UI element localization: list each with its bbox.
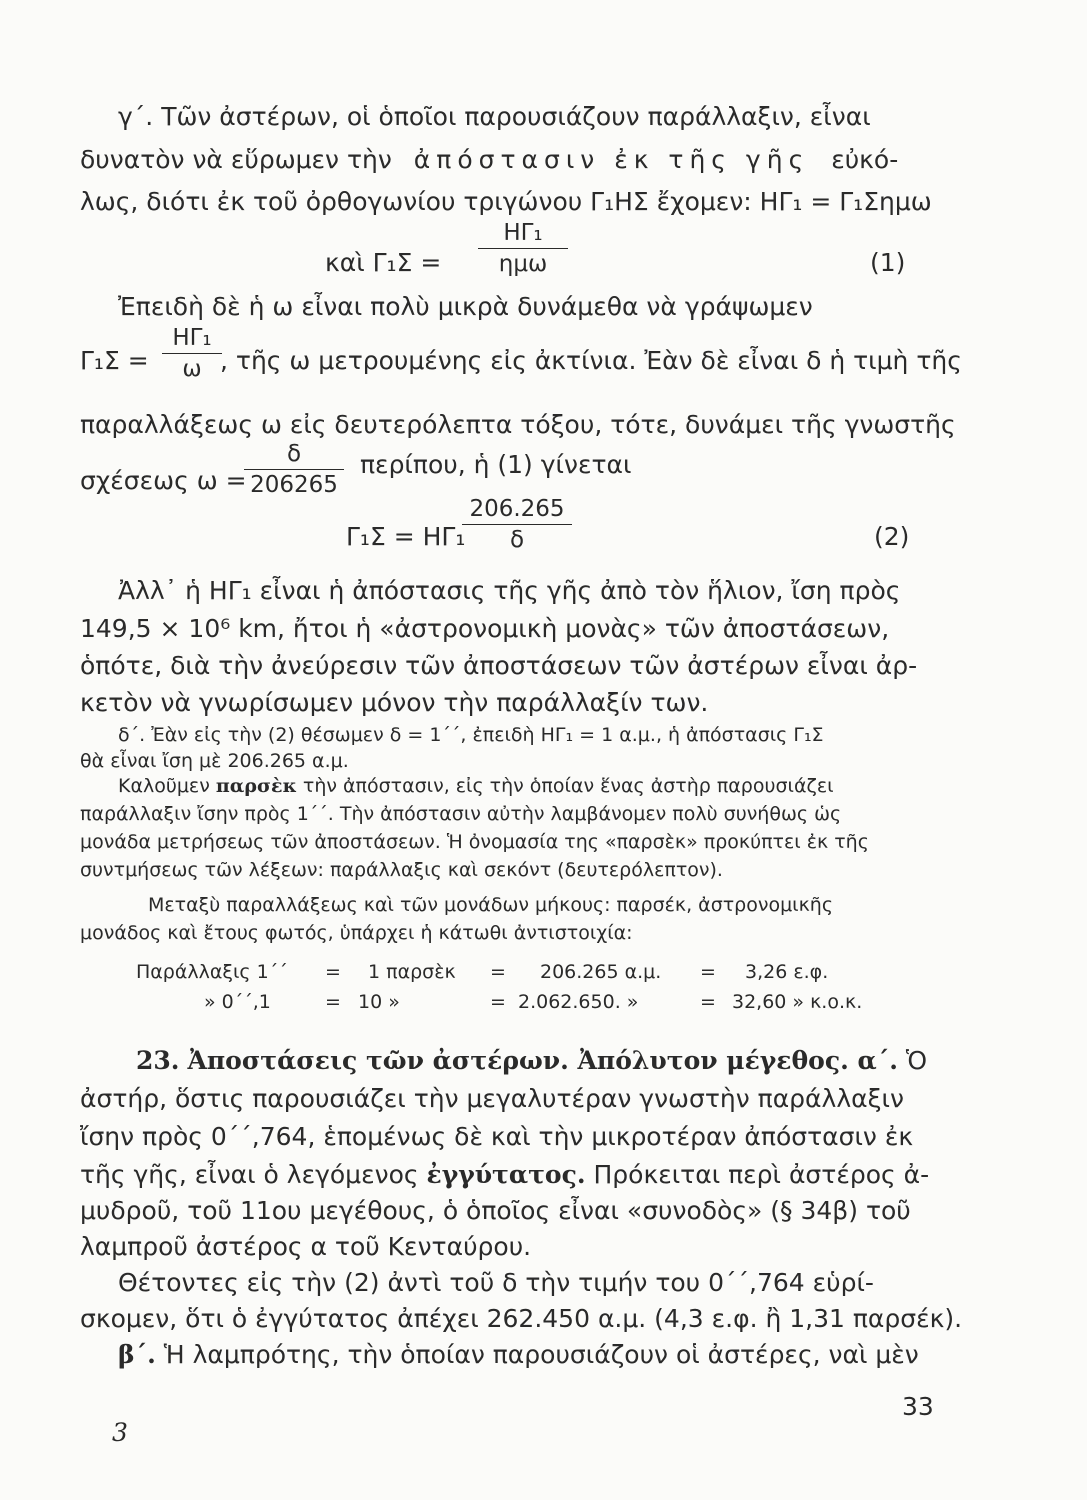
- section-number: 23.: [136, 1046, 180, 1075]
- text-line: λως, διότι ἐκ τοῦ ὀρθογωνίου τριγώνου Γ₁ΗΣ ἔχομεν: ΗΓ₁ = Γ₁Σημω: [80, 187, 932, 216]
- text-line: τῆς γῆς, εἶναι ὁ λεγόμενος ἐγγύτατος. Πρόκειται περὶ ἀστέρος ἀ-: [80, 1160, 930, 1189]
- equation-lhs: Γ₁Σ = ΗΓ₁: [346, 522, 466, 551]
- section-title: Ἀποστάσεις τῶν ἀστέρων. Ἀπόλυτον μέγεθος. α΄.: [187, 1046, 898, 1075]
- text-line: κετὸν νὰ γνωρίσωμεν μόνον τὴν παράλλαξίν των.: [80, 688, 709, 717]
- table-cell: =: [490, 991, 506, 1013]
- text-line: περίπου, ἡ (1) γίνεται: [360, 450, 632, 479]
- page-number: 33: [902, 1392, 934, 1421]
- text-line: 149,5 × 10⁶ km, ἤτοι ἡ «ἀστρονομικὴ μονὰς» τῶν ἀποστάσεων,: [80, 614, 890, 643]
- text-line: μυδροῦ, τοῦ 11ου μεγέθους, ὁ ὁποῖος εἶναι «συνοδὸς» (§ 34β) τοῦ: [80, 1196, 911, 1225]
- text-line: , τῆς ω μετρουμένης εἰς ἀκτίνια. Ἐὰν δὲ εἶναι δ ἡ τιμὴ τῆς: [220, 346, 962, 375]
- small-text-line: Καλοῦμεν παρσὲκ τὴν ἀπόστασιν, εἰς τὴν ὁποίαν ἕνας ἀστὴρ παρουσιάζει: [118, 775, 834, 797]
- table-cell: Παράλλαξις 1΄΄: [136, 961, 288, 983]
- small-text-line: Μεταξὺ παραλλάξεως καὶ τῶν μονάδων μήκους: παρσέκ, ἀστρονομικῆς: [148, 894, 834, 916]
- text-line: β΄. Ἡ λαμπρότης, τὴν ὁποίαν παρουσιάζουν οἱ ἀστέρες, ναὶ μὲν: [118, 1340, 919, 1369]
- small-text-line: δ΄. Ἐὰν εἰς τὴν (2) θέσωμεν δ = 1΄΄, ἐπειδὴ ΗΓ₁ = 1 α.μ., ἡ ἀπόστασις Γ₁Σ: [118, 724, 824, 746]
- term-parsec: παρσὲκ: [215, 775, 297, 797]
- text-line: Ἐπειδὴ δὲ ἡ ω εἶναι πολὺ μικρὰ δυνάμεθα νὰ γράψωμεν: [118, 292, 813, 321]
- table-cell: 10 »: [358, 991, 400, 1013]
- text-line: ἴσην πρὸς 0΄΄,764, ἑπομένως δὲ καὶ τὴν μικροτέραν ἀπόστασιν ἐκ: [80, 1122, 914, 1151]
- text-line: Ἀλλ᾽ ἡ ΗΓ₁ εἶναι ἡ ἀπόστασις τῆς γῆς ἀπὸ τὸν ἥλιον, ἴση πρὸς: [118, 576, 901, 605]
- text-line: λαμπροῦ ἀστέρος α τοῦ Κενταύρου.: [80, 1232, 532, 1261]
- table-cell: » 0΄΄,1: [204, 991, 271, 1013]
- equation-lhs: καὶ Γ₁Σ =: [325, 248, 442, 277]
- table-cell: 1 παρσὲκ: [368, 961, 456, 983]
- fraction: 206.265 δ: [462, 496, 572, 553]
- text-line: ὁπότε, διὰ τὴν ἀνεύρεσιν τῶν ἀποστάσεων τῶν ἀστέρων εἶναι ἀρ-: [80, 651, 918, 680]
- table-cell: =: [325, 961, 341, 983]
- text-line: δυνατὸν νὰ εὕρωμεν τὴν ἀπόστασιν ἐκ τῆς γῆς εὐκό-: [80, 145, 899, 174]
- text-line: ἀστήρ, ὅστις παρουσιάζει τὴν μεγαλυτέραν γνωστὴν παράλλαξιν: [80, 1084, 904, 1113]
- equation-lhs: Γ₁Σ =: [80, 346, 149, 375]
- section-heading: 23. Ἀποστάσεις τῶν ἀστέρων. Ἀπόλυτον μέγεθος. α΄. Ὁ: [136, 1046, 928, 1075]
- table-cell: =: [700, 991, 716, 1013]
- small-text-line: παράλλαξιν ἴσην πρὸς 1΄΄. Τὴν ἀπόστασιν αὐτὴν λαμβάνομεν πολὺ συνήθως ὡς: [80, 803, 842, 825]
- fraction: ΗΓ₁ ω: [162, 325, 222, 382]
- table-cell: 32,60 » κ.ο.κ.: [732, 991, 863, 1013]
- table-cell: =: [325, 991, 341, 1013]
- spaced-emphasis: ἀπόστασιν ἐκ τῆς γῆς: [413, 145, 810, 174]
- equation-label: (1): [870, 248, 906, 277]
- equation-label: (2): [874, 522, 910, 551]
- table-cell: 2.062.650. »: [518, 991, 639, 1013]
- table-cell: =: [700, 961, 716, 983]
- small-text-line: μονάδα μετρήσεως τῶν ἀποστάσεων. Ἡ ὀνομασία της «παρσὲκ» προκύπτει ἐκ τῆς: [80, 831, 869, 853]
- table-cell: =: [490, 961, 506, 983]
- fraction: δ 206265: [244, 441, 344, 498]
- term-nearest: ἐγγύτατος.: [426, 1160, 586, 1189]
- equation-lhs: σχέσεως ω =: [80, 466, 247, 495]
- printer-signature: 3: [112, 1418, 128, 1447]
- table-cell: 206.265 α.μ.: [540, 961, 662, 983]
- text-line: γ΄. Τῶν ἀστέρων, οἱ ὁποῖοι παρουσιάζουν παράλλαξιν, εἶναι: [118, 102, 871, 131]
- fraction: ΗΓ₁ ημω: [478, 220, 568, 277]
- text-line: παραλλάξεως ω εἰς δευτερόλεπτα τόξου, τότε, δυνάμει τῆς γνωστῆς: [80, 410, 956, 439]
- small-text-line: συντμήσεως τῶν λέξεων: παράλλαξις καὶ σεκόντ (δευτερόλεπτον).: [80, 859, 723, 881]
- text-line: Θέτοντες εἰς τὴν (2) ἀντὶ τοῦ δ τὴν τιμήν του 0΄΄,764 εὑρί-: [118, 1268, 874, 1297]
- table-cell: 3,26 ε.φ.: [745, 961, 829, 983]
- text-line: σκομεν, ὅτι ὁ ἐγγύτατος ἀπέχει 262.450 α.μ. (4,3 ε.φ. ἢ 1,31 παρσέκ).: [80, 1304, 963, 1333]
- small-text-line: θὰ εἶναι ἴση μὲ 206.265 α.μ.: [80, 750, 349, 772]
- small-text-line: μονάδος καὶ ἔτους φωτός, ὑπάρχει ἡ κάτωθι ἀντιστοιχία:: [80, 922, 633, 944]
